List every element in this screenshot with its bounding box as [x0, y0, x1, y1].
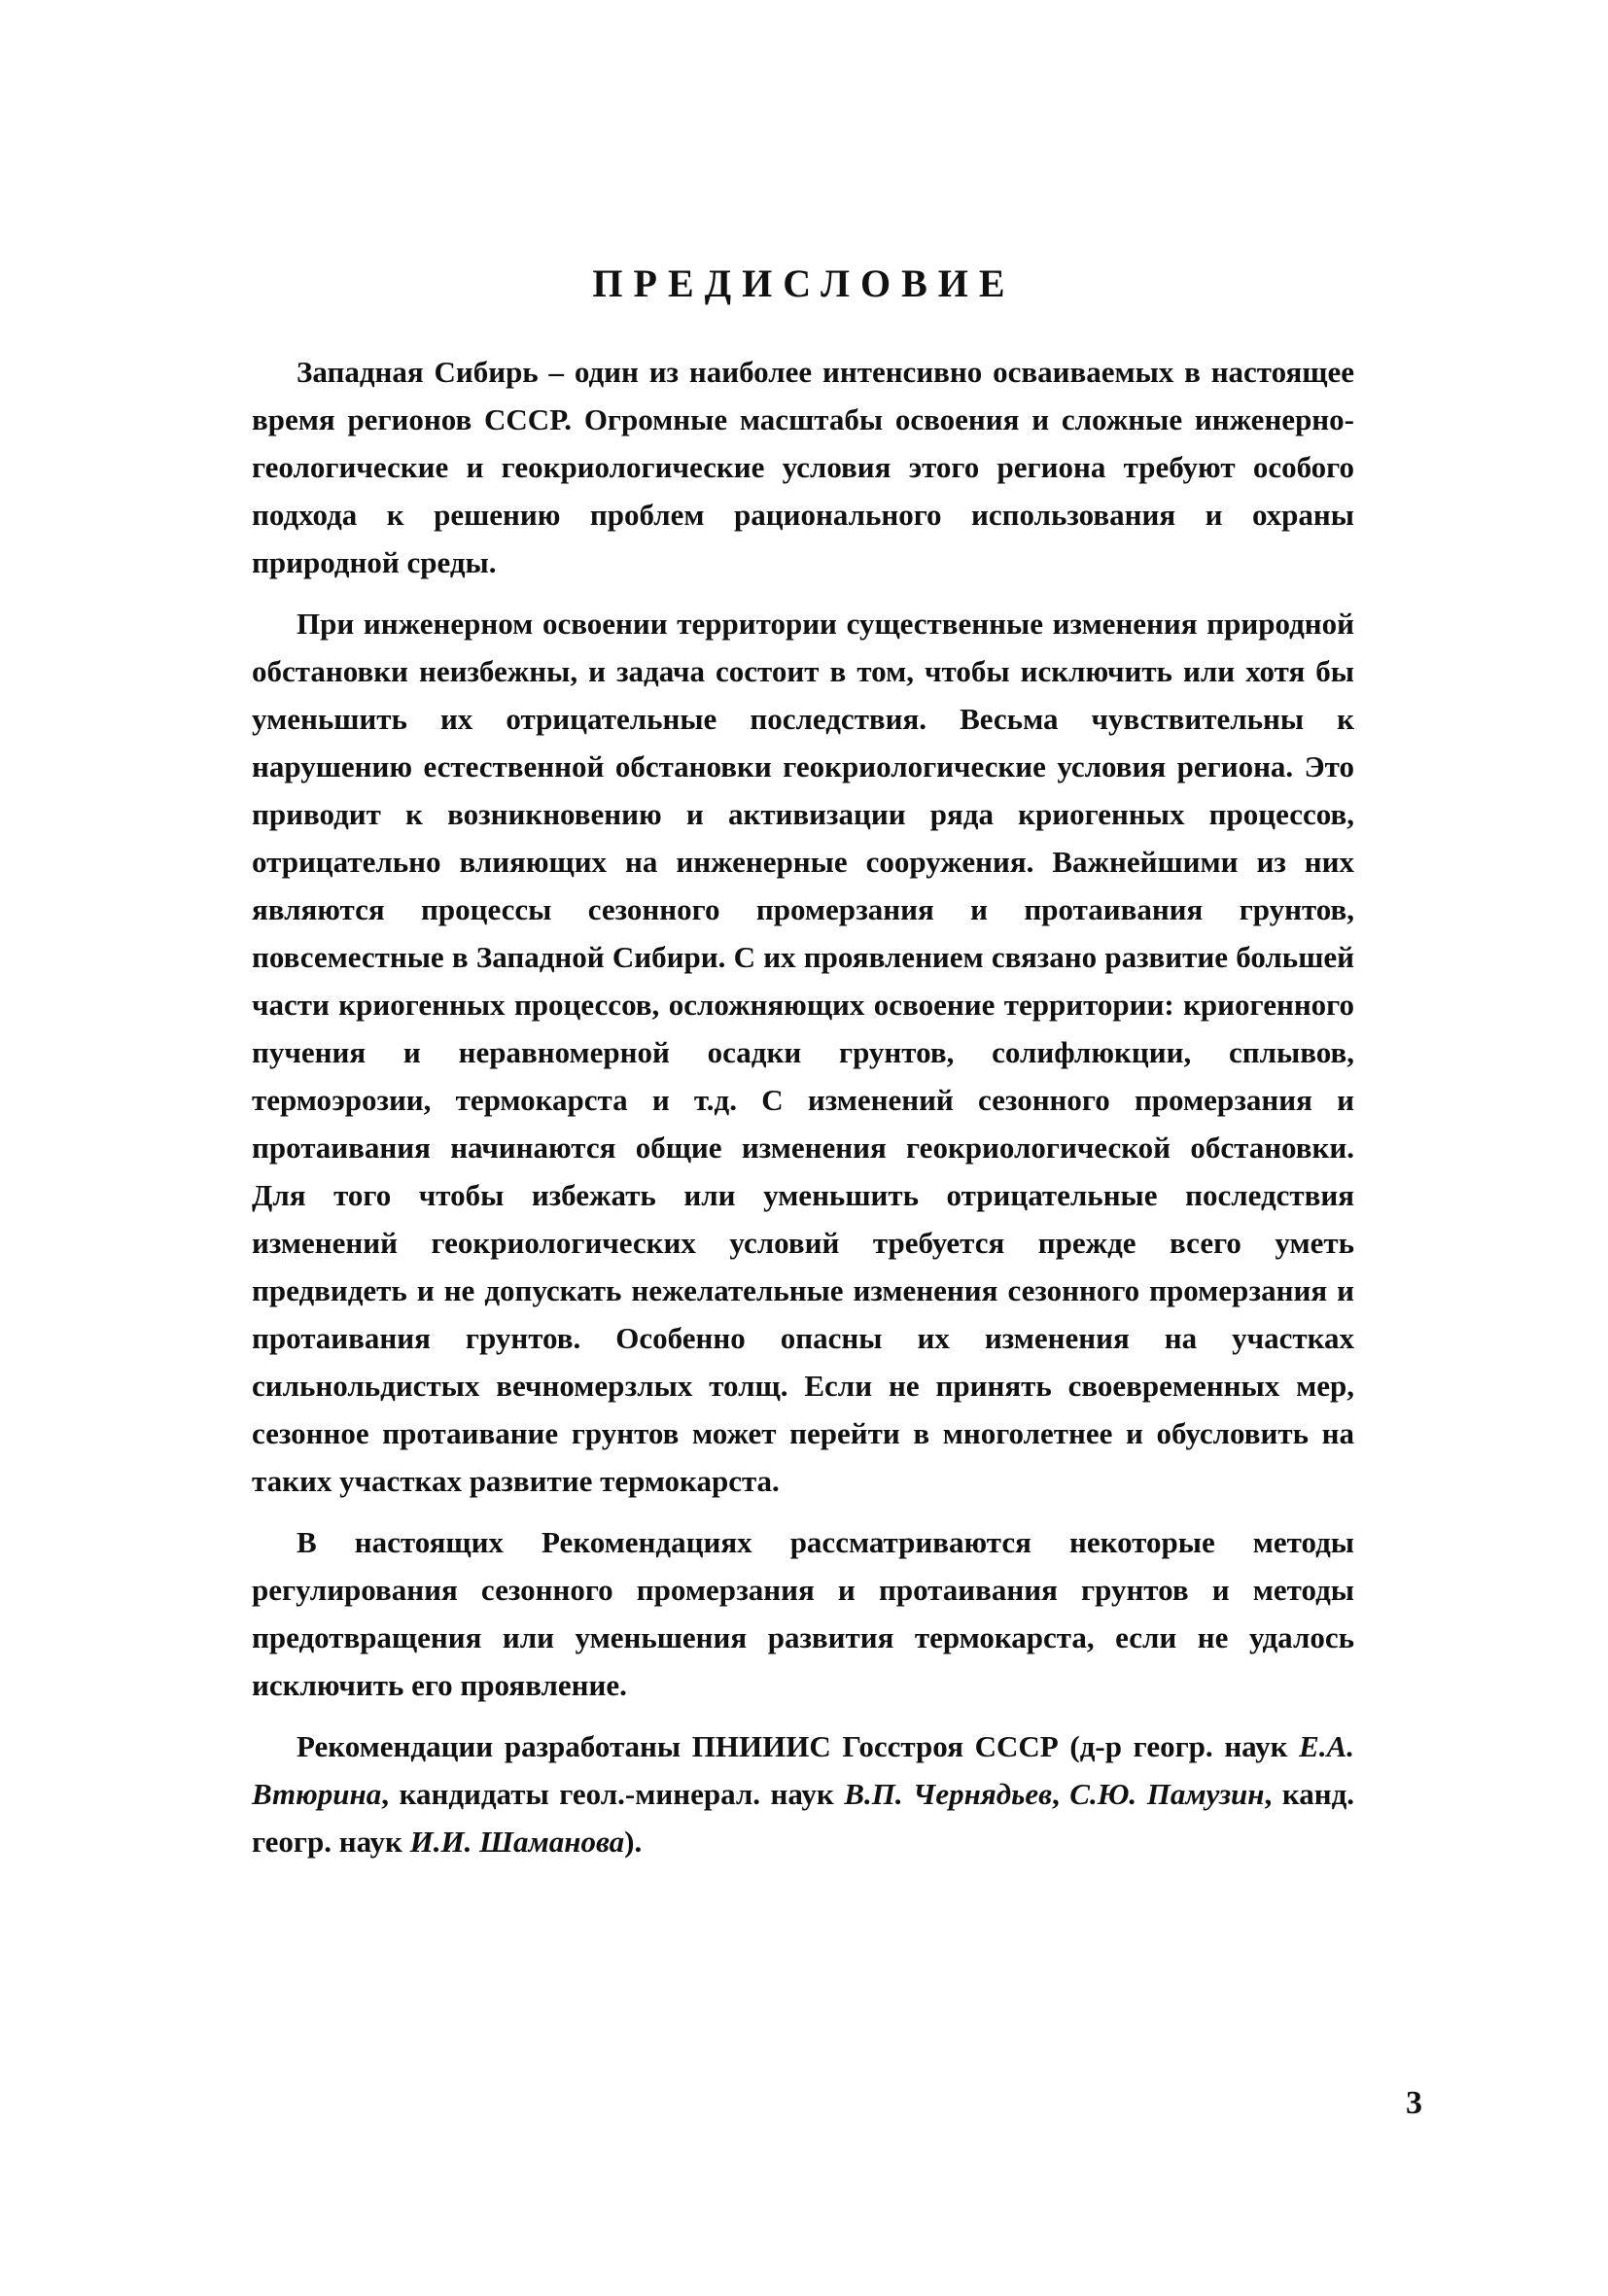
page-title: ПРЕДИСЛОВИЕ: [592, 261, 1016, 305]
credits-text-2: , кандидаты геол.-минерал. наук: [381, 1777, 845, 1811]
paragraph-1: Западная Сибирь – один из наиболее интенсивно осваиваемых в настоящее время регионов СССР. Огромные масштабы освоения и сложные инженерно-геологические и геокриологические условия этого региона требуют особого подхода к решению проблем рационального использования и охраны природной среды.: [252, 355, 1354, 579]
preface-body: [252, 348, 1354, 1879]
author-name-3: С.Ю. Памузин: [1069, 1777, 1265, 1811]
credits-paragraph: [252, 1722, 1354, 1865]
credits-text-3: ,: [1051, 1777, 1070, 1811]
credits-text-4: , канд. геогр. наук: [252, 1777, 1355, 1859]
author-name-4: И.И. Шаманова: [409, 1825, 625, 1859]
author-name-2: В.П. Чернядьев: [844, 1777, 1052, 1811]
paragraph-2: При инженерном освоении территории существенные изменения природной обстановки неизбежны, и задача состоит в том, чтобы исключить или хотя бы уменьшить их отрицательные последствия. Весьма чувствительны к нарушению естественной обстановки геокриологические условия региона. Это приводит к возникновению и активизации ряда криогенных процессов, отрицательно влияющих на инженерные сооружения. Важнейшими из них являются процессы сезонного промерзания и протаивания грунтов, повсеместные в Западной Сибири. С их проявлением связано развитие большей части криогенных процессов, осложняющих освоение территории: криогенного пучения и неравномерной осадки грунтов, солифлюкции, сплывов, термоэрозии, термокарста и т.д. С изменений сезонного промерзания и протаивания начинаются общие изменения геокриологической обстановки. Для того чтобы избежать или уменьшить отрицательные последствия изменений геокриологических условий требуется прежде всего уметь предвидеть и не допускать нежелательные изменения сезонного промерзания и протаивания грунтов. Особенно опасны их изменения на участках сильнольдистых вечномерзлых толщ. Если не принять своевременных мер, сезонное протаивание грунтов может перейти в многолетнее и обусловить на таких участках развитие термокарста.: [252, 607, 1354, 1498]
paragraph-3: В настоящих Рекомендациях рассматриваются некоторые методы регулирования сезонного промерзания и протаивания грунтов и методы предотвращения или уменьшения развития термокарста, если не удалось исключить его проявление.: [252, 1525, 1354, 1702]
credits-text-1: Рекомендации разработаны ПНИИИС Госстроя СССР (д-р геогр. наук: [297, 1729, 1300, 1763]
credits-text-5: ).: [624, 1825, 643, 1859]
author-name-1: Е.А. Втюрина: [252, 1729, 1354, 1811]
page-number: 3: [1406, 2085, 1422, 2121]
